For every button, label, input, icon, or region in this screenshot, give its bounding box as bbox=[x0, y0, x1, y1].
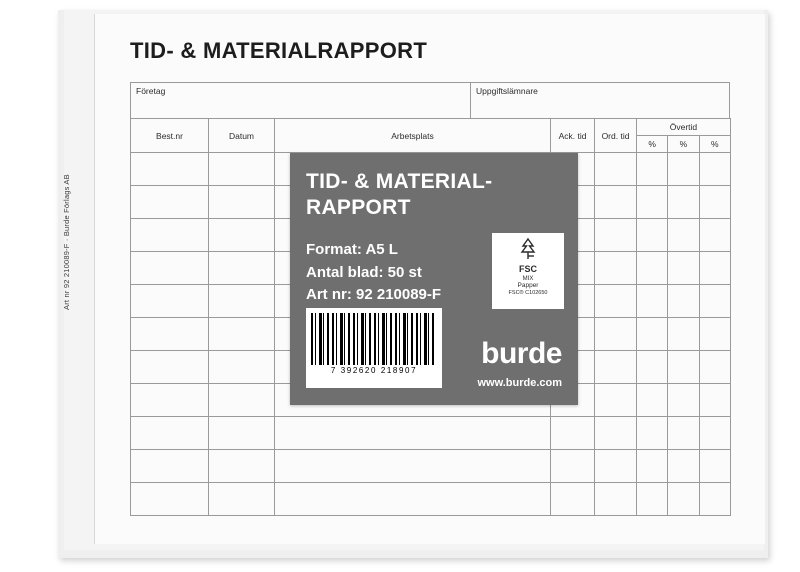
cell-overtid-1[interactable] bbox=[637, 219, 668, 252]
field-uppgiftslamnare-label: Uppgiftslämnare bbox=[476, 86, 538, 96]
col-header-ordtid: Ord. tid bbox=[595, 119, 637, 153]
brand-logo: burde bbox=[481, 337, 562, 370]
cell-overtid-3[interactable] bbox=[699, 186, 730, 219]
cell-acktid[interactable] bbox=[551, 417, 595, 450]
cell-bestnr[interactable] bbox=[131, 252, 209, 285]
fsc-certification-mark bbox=[492, 233, 564, 309]
cell-overtid-3[interactable] bbox=[699, 285, 730, 318]
cell-overtid-1[interactable] bbox=[637, 417, 668, 450]
cell-overtid-1[interactable] bbox=[637, 252, 668, 285]
cell-overtid-2[interactable] bbox=[668, 252, 699, 285]
cell-bestnr[interactable] bbox=[131, 219, 209, 252]
sticker-title-line1: TID- & MATERIAL- bbox=[306, 170, 493, 193]
cell-datum[interactable] bbox=[209, 384, 275, 417]
cell-acktid[interactable] bbox=[551, 483, 595, 516]
cell-datum[interactable] bbox=[209, 252, 275, 285]
cell-ordtid[interactable] bbox=[595, 186, 637, 219]
cell-ordtid[interactable] bbox=[595, 318, 637, 351]
cell-datum[interactable] bbox=[209, 285, 275, 318]
cell-datum[interactable] bbox=[209, 318, 275, 351]
col-header-overtid: Övertid bbox=[637, 119, 731, 136]
spec-sheets: Antal blad: 50 st bbox=[306, 263, 422, 281]
product-label-sticker bbox=[290, 153, 578, 405]
cell-overtid-3[interactable] bbox=[699, 252, 730, 285]
cell-overtid-2[interactable] bbox=[668, 153, 699, 186]
cell-datum[interactable] bbox=[209, 153, 275, 186]
cell-overtid-1[interactable] bbox=[637, 285, 668, 318]
cell-overtid-2[interactable] bbox=[668, 219, 699, 252]
cell-ordtid[interactable] bbox=[595, 417, 637, 450]
fsc-code: FSC® C102650 bbox=[508, 290, 548, 296]
cell-overtid-3[interactable] bbox=[699, 318, 730, 351]
cell-ordtid[interactable] bbox=[595, 153, 637, 186]
cell-overtid-3[interactable] bbox=[699, 351, 730, 384]
table-row[interactable] bbox=[131, 483, 731, 516]
cell-bestnr[interactable] bbox=[131, 483, 209, 516]
form-header-row bbox=[130, 82, 730, 118]
cell-overtid-3[interactable] bbox=[699, 417, 730, 450]
cell-datum[interactable] bbox=[209, 483, 275, 516]
fsc-tree-icon bbox=[492, 237, 564, 263]
cell-ordtid[interactable] bbox=[595, 384, 637, 417]
col-header-overtid-2: % bbox=[668, 136, 699, 153]
cell-bestnr[interactable] bbox=[131, 450, 209, 483]
cell-bestnr[interactable] bbox=[131, 186, 209, 219]
cell-overtid-2[interactable] bbox=[668, 384, 699, 417]
cell-overtid-2[interactable] bbox=[668, 318, 699, 351]
cell-overtid-2[interactable] bbox=[668, 285, 699, 318]
cell-overtid-2[interactable] bbox=[668, 417, 699, 450]
cell-acktid[interactable] bbox=[551, 450, 595, 483]
cell-overtid-2[interactable] bbox=[668, 450, 699, 483]
col-header-bestnr: Best.nr bbox=[131, 119, 209, 153]
col-header-arbetsplats: Arbetsplats bbox=[275, 119, 551, 153]
cell-overtid-1[interactable] bbox=[637, 351, 668, 384]
cell-overtid-1[interactable] bbox=[637, 384, 668, 417]
cell-overtid-3[interactable] bbox=[699, 384, 730, 417]
spine-text: Art nr 92 210089-F · Burde Förlags AB bbox=[62, 174, 71, 310]
barcode bbox=[306, 308, 442, 388]
page-title: TID- & MATERIALRAPPORT bbox=[130, 38, 428, 63]
cell-bestnr[interactable] bbox=[131, 351, 209, 384]
cell-datum[interactable] bbox=[209, 351, 275, 384]
table-row[interactable] bbox=[131, 450, 731, 483]
cell-arbetsplats[interactable] bbox=[275, 483, 551, 516]
spec-article: Art nr: 92 210089-F bbox=[306, 286, 442, 303]
cell-overtid-1[interactable] bbox=[637, 318, 668, 351]
cell-ordtid[interactable] bbox=[595, 483, 637, 516]
sticker-specs bbox=[306, 239, 441, 307]
barcode-number: 7 392620 218907 bbox=[330, 366, 418, 375]
col-header-datum: Datum bbox=[209, 119, 275, 153]
cell-overtid-1[interactable] bbox=[637, 153, 668, 186]
cell-ordtid[interactable] bbox=[595, 252, 637, 285]
cell-overtid-3[interactable] bbox=[699, 450, 730, 483]
cell-overtid-2[interactable] bbox=[668, 186, 699, 219]
cell-overtid-2[interactable] bbox=[668, 351, 699, 384]
cell-ordtid[interactable] bbox=[595, 219, 637, 252]
col-header-overtid-3: % bbox=[699, 136, 730, 153]
field-uppgiftslamnare[interactable] bbox=[471, 83, 729, 118]
sticker-title-line2: RAPPORT bbox=[306, 195, 411, 219]
cell-arbetsplats[interactable] bbox=[275, 450, 551, 483]
brand-website: www.burde.com bbox=[477, 377, 562, 389]
cell-datum[interactable] bbox=[209, 186, 275, 219]
cell-bestnr[interactable] bbox=[131, 153, 209, 186]
col-header-overtid-1: % bbox=[637, 136, 668, 153]
cell-ordtid[interactable] bbox=[595, 450, 637, 483]
cell-overtid-1[interactable] bbox=[637, 186, 668, 219]
cell-ordtid[interactable] bbox=[595, 285, 637, 318]
spec-format: Format: A5 L bbox=[306, 241, 398, 258]
fsc-label: FSC bbox=[519, 264, 537, 274]
cell-overtid-2[interactable] bbox=[668, 483, 699, 516]
cell-bestnr[interactable] bbox=[131, 285, 209, 318]
fsc-mix: MIX bbox=[522, 276, 534, 282]
sticker-title bbox=[306, 169, 492, 220]
cell-overtid-3[interactable] bbox=[699, 153, 730, 186]
cell-bestnr[interactable] bbox=[131, 417, 209, 450]
cell-overtid-1[interactable] bbox=[637, 450, 668, 483]
cell-ordtid[interactable] bbox=[595, 351, 637, 384]
field-foretag-label: Företag bbox=[136, 86, 166, 96]
cell-datum[interactable] bbox=[209, 219, 275, 252]
cell-bestnr[interactable] bbox=[131, 318, 209, 351]
table-header-row-1 bbox=[131, 119, 731, 136]
barcode-bars bbox=[311, 313, 437, 365]
fsc-material: Papper bbox=[517, 282, 539, 289]
table-row[interactable] bbox=[131, 417, 731, 450]
cell-arbetsplats[interactable] bbox=[275, 417, 551, 450]
table-head bbox=[131, 119, 731, 153]
field-foretag[interactable] bbox=[131, 83, 471, 118]
col-header-acktid: Ack. tid bbox=[551, 119, 595, 153]
cell-overtid-1[interactable] bbox=[637, 483, 668, 516]
cell-overtid-3[interactable] bbox=[699, 219, 730, 252]
cell-overtid-3[interactable] bbox=[699, 483, 730, 516]
cell-datum[interactable] bbox=[209, 450, 275, 483]
cell-datum[interactable] bbox=[209, 417, 275, 450]
cell-bestnr[interactable] bbox=[131, 384, 209, 417]
